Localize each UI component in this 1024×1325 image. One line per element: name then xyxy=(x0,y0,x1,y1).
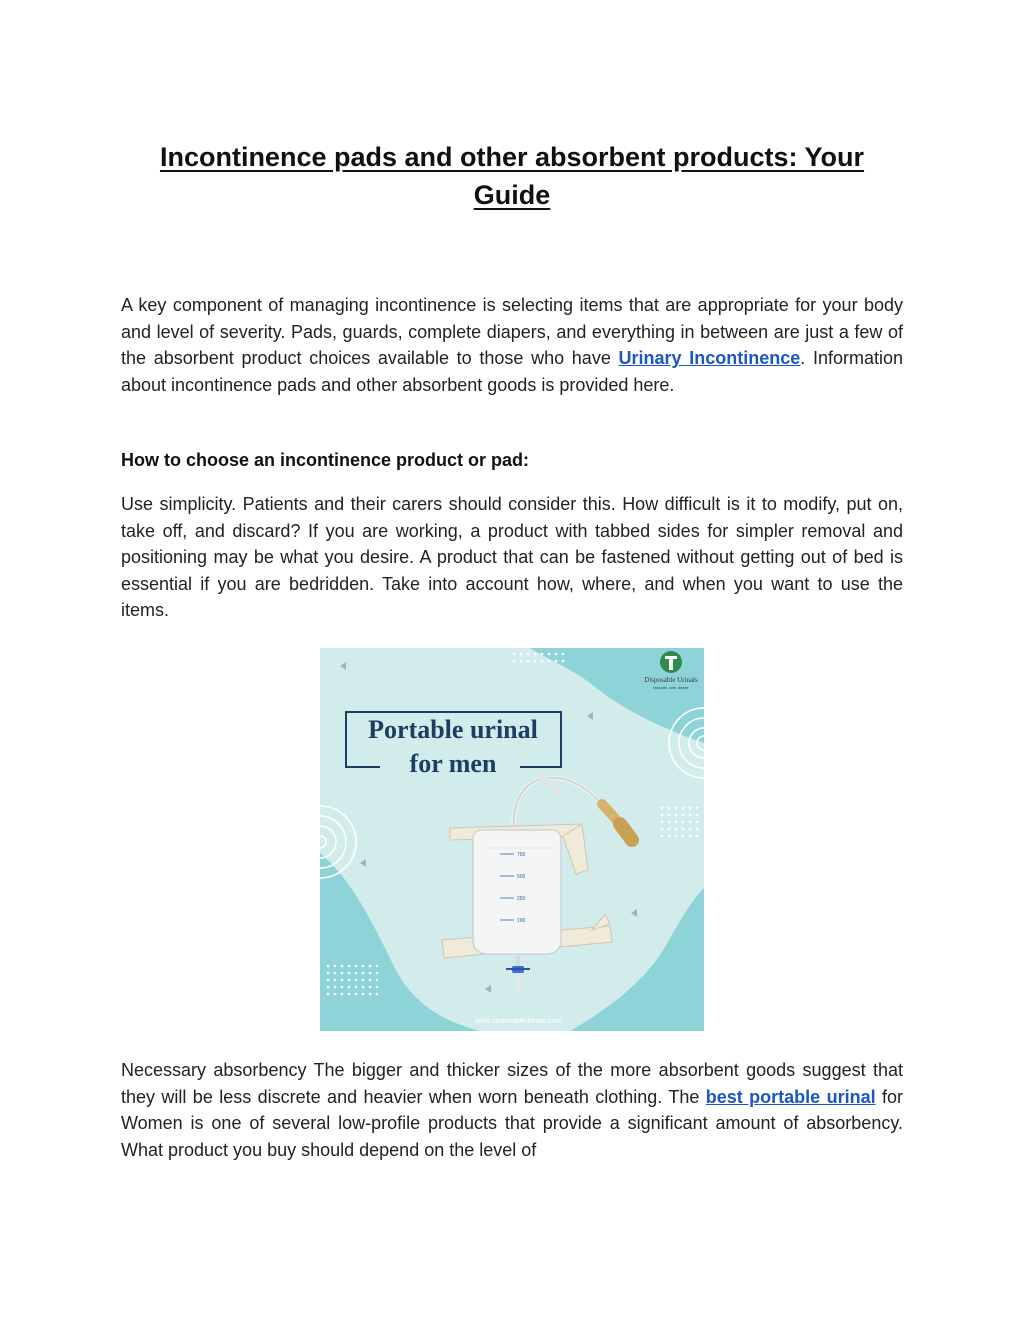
grid-dot xyxy=(334,993,337,996)
grid-dot xyxy=(696,807,699,810)
bag-mark-label: 250 xyxy=(517,896,526,902)
page-title: Incontinence pads and other absorbent products: Your Guide xyxy=(159,142,865,210)
headline-line-2: for men xyxy=(409,749,497,778)
grid-dot xyxy=(534,660,537,663)
grid-dot xyxy=(668,814,671,817)
grid-dot xyxy=(376,993,379,996)
grid-dot xyxy=(355,979,358,982)
grid-dot xyxy=(668,835,671,838)
grid-dot xyxy=(362,986,365,989)
grid-dot xyxy=(513,653,516,656)
absorbency-paragraph xyxy=(121,1057,903,1163)
grid-dot xyxy=(689,821,692,824)
grid-dot xyxy=(541,660,544,663)
best-portable-urinal-link[interactable]: best portable urinal xyxy=(705,1086,876,1107)
product-illustration xyxy=(320,648,704,1031)
grid-dot xyxy=(348,972,351,975)
grid-dot xyxy=(668,807,671,810)
absorbency-text-before: Necessary absorbency The bigger and thicker sizes of the more absorbent goods suggest that they will be less discrete and heavier when worn beneath clothing. The xyxy=(121,1060,903,1107)
grid-dot xyxy=(555,653,558,656)
grid-dot xyxy=(348,965,351,968)
grid-dot xyxy=(527,660,530,663)
grid-dot xyxy=(527,653,530,656)
grid-dot xyxy=(369,972,372,975)
grid-dot xyxy=(334,986,337,989)
bag-mark-label: 500 xyxy=(517,874,526,880)
grid-dot xyxy=(341,979,344,982)
grid-dot xyxy=(661,821,664,824)
section-heading: How to choose an incontinence product or pad: xyxy=(121,450,530,470)
grid-dot xyxy=(334,979,337,982)
grid-dot xyxy=(668,821,671,824)
grid-dot xyxy=(668,828,671,831)
brand-name: Disposable Urinals xyxy=(644,676,698,684)
headline-line-1: Portable urinal xyxy=(368,715,538,744)
grid-dot xyxy=(548,653,551,656)
grid-dot xyxy=(369,986,372,989)
grid-dot xyxy=(661,835,664,838)
grid-dot xyxy=(682,814,685,817)
intro-text-before: A key component of managing incontinence is selecting items that are appropriate for your body and level of severity. Pads, guards, complete diapers, and everything in between are just a few of the absorbent product choices available to those who have xyxy=(121,295,903,368)
website-text: www.disposableurinals.com xyxy=(475,1018,561,1025)
grid-dot xyxy=(362,972,365,975)
absorbency-text-after: for Women is one of several low-profile products that provide a significant amount of absorbency. What product you buy should depend on the level of xyxy=(121,1086,903,1160)
grid-dot xyxy=(355,986,358,989)
grid-dot xyxy=(520,653,523,656)
grid-dot xyxy=(661,807,664,810)
grid-dot xyxy=(341,965,344,968)
urinary-incontinence-link[interactable]: Urinary Incontinence xyxy=(618,348,801,368)
grid-dot xyxy=(355,972,358,975)
grid-dot xyxy=(348,993,351,996)
grid-dot xyxy=(689,807,692,810)
grid-dot xyxy=(348,986,351,989)
grid-dot xyxy=(682,807,685,810)
grid-dot xyxy=(696,835,699,838)
grid-dot xyxy=(682,821,685,824)
grid-dot xyxy=(327,965,330,968)
grid-dot xyxy=(327,972,330,975)
grid-dot xyxy=(661,814,664,817)
grid-dot xyxy=(362,979,365,982)
grid-dot xyxy=(682,835,685,838)
grid-dot xyxy=(376,965,379,968)
grid-dot xyxy=(689,814,692,817)
grid-dot xyxy=(376,986,379,989)
grid-dot xyxy=(513,660,516,663)
grid-dot xyxy=(327,993,330,996)
grid-dot xyxy=(334,972,337,975)
grid-dot xyxy=(689,835,692,838)
grid-dot xyxy=(355,965,358,968)
grid-dot xyxy=(682,828,685,831)
grid-dot xyxy=(675,828,678,831)
grid-dot xyxy=(341,972,344,975)
grid-dot xyxy=(369,979,372,982)
grid-dot xyxy=(341,993,344,996)
grid-dot xyxy=(362,993,365,996)
grid-dot xyxy=(369,965,372,968)
grid-dot xyxy=(327,979,330,982)
grid-dot xyxy=(520,660,523,663)
brand-tagline: innovate. care. deliver xyxy=(653,686,689,690)
grid-dot xyxy=(355,993,358,996)
grid-dot xyxy=(327,986,330,989)
grid-dot xyxy=(675,807,678,810)
grid-dot xyxy=(541,653,544,656)
portable-urinal-image xyxy=(320,648,704,1031)
grid-dot xyxy=(675,835,678,838)
bag-mark-label: 750 xyxy=(517,852,526,858)
grid-dot xyxy=(661,828,664,831)
grid-dot xyxy=(675,821,678,824)
grid-dot xyxy=(369,993,372,996)
grid-dot xyxy=(376,979,379,982)
grid-dot xyxy=(689,828,692,831)
grid-dot xyxy=(548,660,551,663)
intro-paragraph xyxy=(121,292,903,398)
intro-text-after: . Information about incontinence pads and other absorbent goods is provided here. xyxy=(121,348,904,395)
grid-dot xyxy=(696,821,699,824)
grid-dot xyxy=(362,965,365,968)
grid-dot xyxy=(341,986,344,989)
simplicity-paragraph: Use simplicity. Patients and their carers should consider this. How difficult is it to modify, put on, take off, and discard? If you are working, a product with tabbed sides for simpler removal and positioning may be what you desire. A product that can be fastened without getting out of bed is essential if you are bedridden. Take into account how, where, and when you want to use the items. xyxy=(121,494,903,620)
grid-dot xyxy=(675,814,678,817)
grid-dot xyxy=(348,979,351,982)
grid-dot xyxy=(555,660,558,663)
grid-dot xyxy=(696,814,699,817)
grid-dot xyxy=(562,653,565,656)
grid-dot xyxy=(334,965,337,968)
grid-dot xyxy=(696,828,699,831)
grid-dot xyxy=(376,972,379,975)
bag-mark-label: 100 xyxy=(517,918,526,924)
grid-dot xyxy=(534,653,537,656)
grid-dot xyxy=(562,660,565,663)
